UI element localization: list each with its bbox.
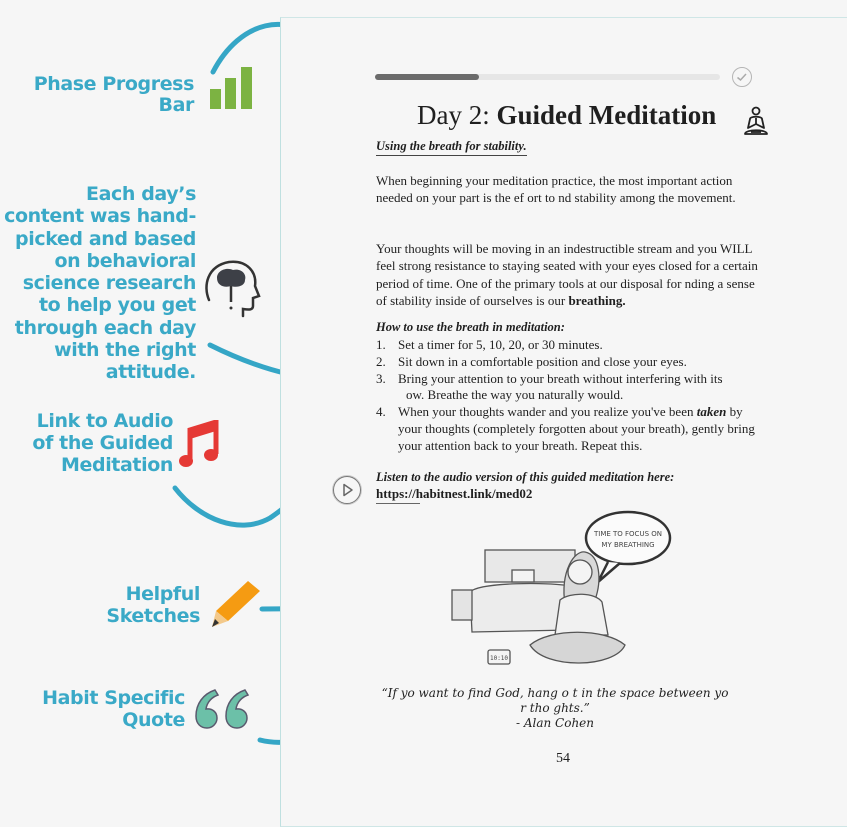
callout-line: of the Guided xyxy=(32,432,173,454)
callout-phase-progress xyxy=(34,74,194,116)
play-audio-button[interactable] xyxy=(333,476,361,504)
callout-line: Each day’s xyxy=(86,183,196,205)
step-text-continued: ow. Breathe the way you naturally would. xyxy=(406,387,624,403)
quotation-mark-icon xyxy=(193,686,255,732)
meditation-pose-icon xyxy=(742,106,770,138)
bar-1 xyxy=(210,89,221,109)
step-number: 1. xyxy=(376,337,386,352)
step-text: by your thoughts (completely forgotten about your breath), gently bring your attention back to your breath. Repeat this. xyxy=(398,404,755,453)
clock-time: 10:10 xyxy=(489,655,509,662)
callout-line: Bar xyxy=(158,94,194,116)
callout-line: Helpful xyxy=(125,583,200,605)
callout-line: Phase Progress xyxy=(33,73,194,95)
quote-text: “If yo want to find God, hang o t in the space between yo r tho ghts.” xyxy=(381,686,729,715)
step-item xyxy=(376,404,761,454)
step-number: 3. xyxy=(376,370,386,386)
intro-paragraph: When beginning your meditation practice, the most important action needed on your part is the ef ort to nd stability among the movement. xyxy=(376,173,736,206)
habit-quote xyxy=(380,686,730,731)
callout-line: science research xyxy=(22,272,196,295)
callout-line: through each day xyxy=(14,316,196,339)
person-legs xyxy=(530,632,625,663)
title-prefix: Day 2: xyxy=(417,100,497,130)
brain-head-icon xyxy=(203,258,261,318)
bed xyxy=(470,584,570,632)
step-number: 2. xyxy=(376,353,386,369)
step-item xyxy=(376,354,761,371)
callout-line: Link to Audio xyxy=(36,410,173,432)
howto-heading: How to use the breath in meditation: xyxy=(376,320,565,334)
step-item xyxy=(376,337,761,354)
bubble-line-1: TIME TO FOCUS ON xyxy=(593,530,663,538)
play-icon xyxy=(334,477,360,503)
callout-line: content was hand- xyxy=(4,205,196,228)
step-text: Sit down in a comfortable position and close your eyes. xyxy=(398,353,687,369)
callout-line: Meditation xyxy=(61,454,173,476)
pillow xyxy=(512,570,534,582)
callout-sketches xyxy=(106,583,200,627)
step-number: 4. xyxy=(376,404,386,420)
pencil-icon xyxy=(208,577,262,629)
step-text: Bring your attention to your breath without interfering with its xyxy=(398,370,723,386)
callout-line: Habit Specific xyxy=(42,687,185,709)
phase-progress-bar xyxy=(375,74,720,80)
breathing-paragraph xyxy=(376,240,761,309)
callout-line: picked and based xyxy=(15,227,196,250)
audio-link[interactable]: https://habitnest.link/med02 xyxy=(376,486,533,501)
callout-content xyxy=(4,183,196,384)
step-text: When your thoughts wander and you realize you've been xyxy=(398,404,697,420)
bubble-line-2: MY BREATHING xyxy=(601,541,655,549)
callout-quote xyxy=(42,687,185,731)
steps-list xyxy=(376,337,761,455)
callout-line: on behavioral xyxy=(54,249,196,272)
callout-line: Sketches xyxy=(106,605,200,627)
person-face xyxy=(568,560,592,584)
audio-link-underline xyxy=(376,503,420,504)
paragraph-text: Your thoughts will be moving in an indestructible stream and you WILL feel strong resistance to staying seated with your eyes closed for a certain period of time. One of the primary tools at our disposal for nding a sense of stability inside of ourselves is our xyxy=(376,241,758,308)
title-main: Guided Meditation xyxy=(496,100,717,130)
page-subtitle: Using the breath for stability. xyxy=(376,139,527,156)
page-number: 54 xyxy=(556,751,570,766)
callout-line: to help you get xyxy=(38,294,196,317)
meditation-sketch xyxy=(430,510,680,680)
check-circle-icon xyxy=(732,67,752,87)
person-body xyxy=(555,594,608,635)
callout-line: Quote xyxy=(122,709,185,731)
quote-author: - Alan Cohen xyxy=(515,716,595,730)
bar-2 xyxy=(225,78,236,109)
listen-text: Listen to the audio version of this guided meditation here: xyxy=(376,470,675,484)
step-text: Set a timer for 5, 10, 20, or 30 minutes. xyxy=(398,337,603,352)
step-emphasis: taken xyxy=(696,404,727,420)
callout-line: attitude. xyxy=(105,361,196,384)
bar-chart-icon xyxy=(208,65,255,111)
phase-progress-fill xyxy=(375,74,479,80)
step-item xyxy=(376,371,761,405)
music-note-icon xyxy=(178,420,222,470)
callout-line: with the right xyxy=(54,339,196,362)
paragraph-bold: breathing. xyxy=(568,292,626,308)
page-title xyxy=(417,100,716,131)
speech-bubble xyxy=(586,512,670,564)
callout-audio xyxy=(32,410,173,476)
nightstand xyxy=(452,590,472,620)
bar-3 xyxy=(241,67,252,109)
